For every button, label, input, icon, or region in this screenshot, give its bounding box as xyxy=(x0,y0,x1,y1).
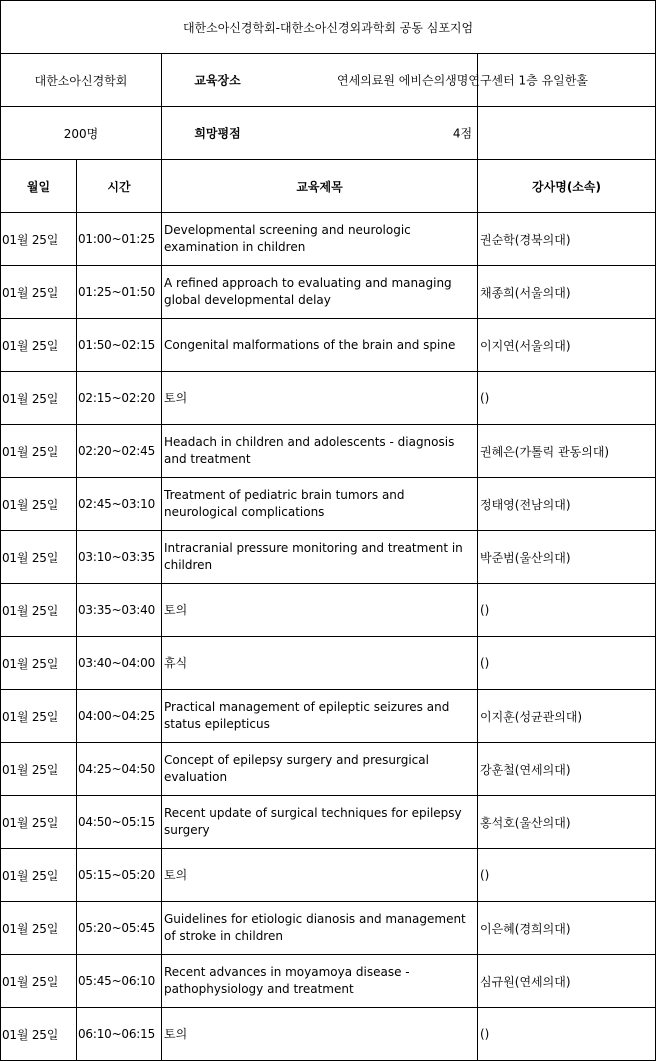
session-date: 01월 25일 xyxy=(1,425,77,478)
session-date: 01월 25일 xyxy=(1,796,77,849)
session-date: 01월 25일 xyxy=(1,531,77,584)
session-topic: Developmental screening and neurologic examination in children xyxy=(162,213,478,266)
table-row xyxy=(1,849,656,902)
session-date: 01월 25일 xyxy=(1,690,77,743)
session-time: 03:10~03:35 xyxy=(77,531,162,584)
session-time: 05:45~06:10 xyxy=(77,955,162,1008)
session-topic: 토의 xyxy=(162,849,478,902)
table-row xyxy=(1,372,656,425)
session-date: 01월 25일 xyxy=(1,1008,77,1061)
table-row xyxy=(1,584,656,637)
capacity-row xyxy=(1,107,656,160)
session-date: 01월 25일 xyxy=(1,372,77,425)
header-topic: 교육제목 xyxy=(162,160,478,213)
session-speaker: 채종희(서울의대) xyxy=(478,266,656,319)
session-speaker: 홍석호(울산의대) xyxy=(478,796,656,849)
session-time: 01:00~01:25 xyxy=(77,213,162,266)
table-row xyxy=(1,637,656,690)
capacity-cell: 200명 xyxy=(1,107,162,160)
session-topic: 휴식 xyxy=(162,637,478,690)
points-label-cell xyxy=(162,107,478,160)
session-time: 06:10~06:15 xyxy=(77,1008,162,1061)
session-date: 01월 25일 xyxy=(1,955,77,1008)
session-speaker: () xyxy=(478,637,656,690)
schedule-body xyxy=(1,1,656,1061)
session-topic: 토의 xyxy=(162,1008,478,1061)
session-topic: Headach in children and adolescents - diagnosis and treatment xyxy=(162,425,478,478)
session-time: 04:50~05:15 xyxy=(77,796,162,849)
points-label: 희망평점 xyxy=(194,126,241,141)
session-speaker: 정태영(전남의대) xyxy=(478,478,656,531)
session-topic: Recent update of surgical techniques for epilepsy surgery xyxy=(162,796,478,849)
session-topic: Guidelines for etiologic dianosis and management of stroke in children xyxy=(162,902,478,955)
session-time: 05:15~05:20 xyxy=(77,849,162,902)
session-speaker: 강훈철(연세의대) xyxy=(478,743,656,796)
session-speaker: () xyxy=(478,849,656,902)
venue-label: 교육장소 xyxy=(194,73,241,88)
session-date: 01월 25일 xyxy=(1,637,77,690)
session-time: 02:45~03:10 xyxy=(77,478,162,531)
session-time: 01:50~02:15 xyxy=(77,319,162,372)
table-row xyxy=(1,425,656,478)
session-date: 01월 25일 xyxy=(1,266,77,319)
session-time: 03:40~04:00 xyxy=(77,637,162,690)
title-row xyxy=(1,1,656,54)
session-date: 01월 25일 xyxy=(1,584,77,637)
session-time: 01:25~01:50 xyxy=(77,266,162,319)
session-speaker: 이지연(서울의대) xyxy=(478,319,656,372)
session-speaker: 이은혜(경희의대) xyxy=(478,902,656,955)
table-row xyxy=(1,796,656,849)
session-date: 01월 25일 xyxy=(1,319,77,372)
session-topic: 토의 xyxy=(162,584,478,637)
header-row xyxy=(1,160,656,213)
session-topic: Treatment of pediatric brain tumors and neurological complications xyxy=(162,478,478,531)
session-date: 01월 25일 xyxy=(1,478,77,531)
venue-value: 연세의료원 에비슨의생명연구센터 1층 유일한홀 xyxy=(337,73,588,88)
session-topic: 토의 xyxy=(162,372,478,425)
session-topic: Intracranial pressure monitoring and treatment in children xyxy=(162,531,478,584)
session-time: 04:00~04:25 xyxy=(77,690,162,743)
header-time: 시간 xyxy=(77,160,162,213)
table-row xyxy=(1,319,656,372)
table-row xyxy=(1,531,656,584)
session-speaker: () xyxy=(478,1008,656,1061)
session-time: 03:35~03:40 xyxy=(77,584,162,637)
session-date: 01월 25일 xyxy=(1,849,77,902)
session-speaker: 권순학(경북의대) xyxy=(478,213,656,266)
table-row xyxy=(1,690,656,743)
session-time: 04:25~04:50 xyxy=(77,743,162,796)
session-time: 02:15~02:20 xyxy=(77,372,162,425)
session-date: 01월 25일 xyxy=(1,213,77,266)
session-date: 01월 25일 xyxy=(1,902,77,955)
venue-row xyxy=(1,54,656,107)
session-topic: Congenital malformations of the brain and spine xyxy=(162,319,478,372)
session-speaker: 심규원(연세의대) xyxy=(478,955,656,1008)
session-speaker: () xyxy=(478,372,656,425)
table-row xyxy=(1,743,656,796)
table-row xyxy=(1,266,656,319)
session-time: 05:20~05:45 xyxy=(77,902,162,955)
table-row xyxy=(1,213,656,266)
session-date: 01월 25일 xyxy=(1,743,77,796)
document-title: 대한소아신경학회-대한소아신경외과학회 공동 심포지엄 xyxy=(1,1,656,54)
header-date: 월일 xyxy=(1,160,77,213)
session-topic: Concept of epilepsy surgery and presurgical evaluation xyxy=(162,743,478,796)
session-topic: A refined approach to evaluating and managing global developmental delay xyxy=(162,266,478,319)
session-topic: Practical management of epileptic seizures and status epilepticus xyxy=(162,690,478,743)
organizer-cell: 대한소아신경학회 xyxy=(1,54,162,107)
session-speaker: 권혜은(가톨릭 관동의대) xyxy=(478,425,656,478)
header-speaker: 강사명(소속) xyxy=(478,160,656,213)
table-row xyxy=(1,955,656,1008)
session-time: 02:20~02:45 xyxy=(77,425,162,478)
venue-label-cell xyxy=(162,54,588,107)
session-speaker: 박준범(울산의대) xyxy=(478,531,656,584)
session-speaker: 이지훈(성균관의대) xyxy=(478,690,656,743)
session-speaker: () xyxy=(478,584,656,637)
points-value: 4점 xyxy=(452,126,473,141)
table-row xyxy=(1,1008,656,1061)
table-row xyxy=(1,902,656,955)
session-topic: Recent advances in moyamoya disease - pathophysiology and treatment xyxy=(162,955,478,1008)
table-row xyxy=(1,478,656,531)
